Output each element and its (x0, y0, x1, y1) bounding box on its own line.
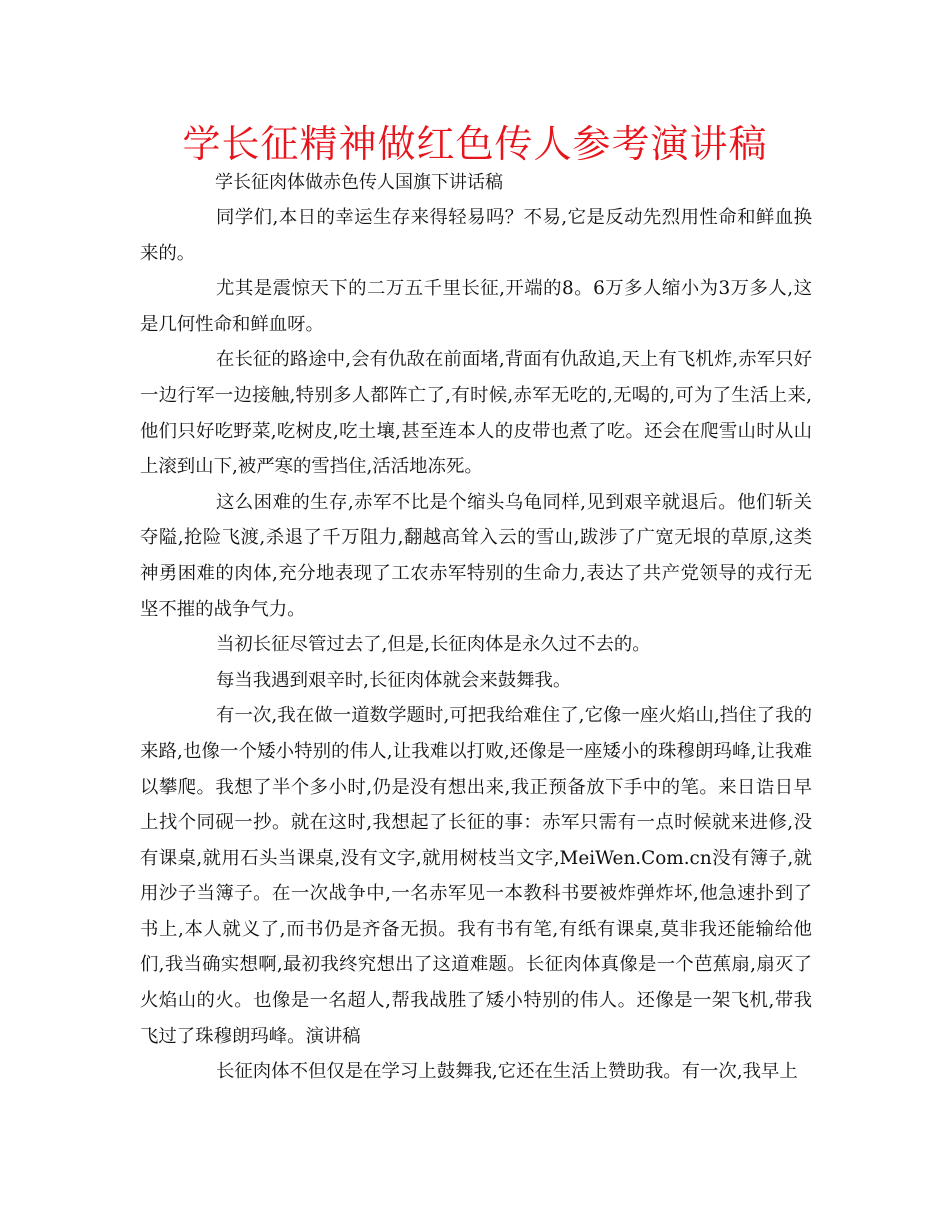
document-subtitle: 学长征肉体做赤色传人国旗下讲话稿 (215, 172, 503, 193)
paragraph: 同学们,本日的幸运生存来得轻易吗？不易,它是反动先烈用性命和鲜血换来的。 (140, 207, 812, 264)
paragraph: 每当我遇到艰辛时,长征肉体就会来鼓舞我。 (216, 669, 572, 691)
paragraph: 当初长征尽管过去了,但是,长征肉体是永久过不去的。 (216, 634, 651, 656)
paragraph: 尤其是震惊天下的二万五千里长征,开端的8。6万多人缩小为3万多人,这是几何性命和鲜血呀。 (140, 278, 812, 335)
document-title: 学长征精神做红色传人参考演讲稿 (182, 122, 768, 166)
paragraph: 有一次,我在做一道数学题时,可把我给难住了,它像一座火焰山,挡住了我的来路,也像一个矮小特别的伟人,让我难以打败,还像是一座矮小的珠穆朗玛峰,让我难以攀爬。我想了半个多小时,仍是没有想出来,我正预备放下手中的笔。来日诰日早上找个同砚一抄。就在这时,我想起了长征的事：赤军只需有一点时候就来进修,没有课桌,就用石头当课桌,没有文字,就用树枝当文字,MeiWen.Com.cn没有簿子,就用沙子当簿子。在一次战争中,一名赤军见一本教科书要被炸弹炸坏,他急速扑到了书上,本人就义了,而书仍是齐备无损。我有书有笔,有纸有课桌,莫非我还能输给他们,我当确实想啊,最初我终究想出了这道难题。长征肉体真像是一个芭蕉扇,扇灭了火焰山的火。也像是一名超人,帮我战胜了矮小特别的伟人。还像是一架飞机,带我飞过了珠穆朗玛峰。演讲稿 (140, 705, 812, 1047)
paragraph: 这么困难的生存,赤军不比是个缩头乌龟同样,见到艰辛就退后。他们斩关夺隘,抢险飞渡,杀退了千万阻力,翻越高耸入云的雪山,跋涉了广宽无垠的草原,这类神勇困难的肉体,充分地表现了工农赤军特别的生命力,表达了共产党领导的戎行无坚不摧的战争气力。 (140, 491, 812, 620)
paragraph: 长征肉体不但仅是在学习上鼓舞我,它还在生活上赞助我。有一次,我早上 (216, 1061, 798, 1083)
paragraph: 在长征的路途中,会有仇敌在前面堵,背面有仇敌追,天上有飞机炸,赤军只好一边行军一边接触,特别多人都阵亡了,有时候,赤军无吃的,无喝的,可为了生活上来,他们只好吃野菜,吃树皮,吃土壤,甚至连本人的皮带也煮了吃。还会在爬雪山时从山上滚到山下,被严寒的雪挡住,活活地冻死。 (140, 349, 812, 478)
document-body (140, 200, 812, 1090)
